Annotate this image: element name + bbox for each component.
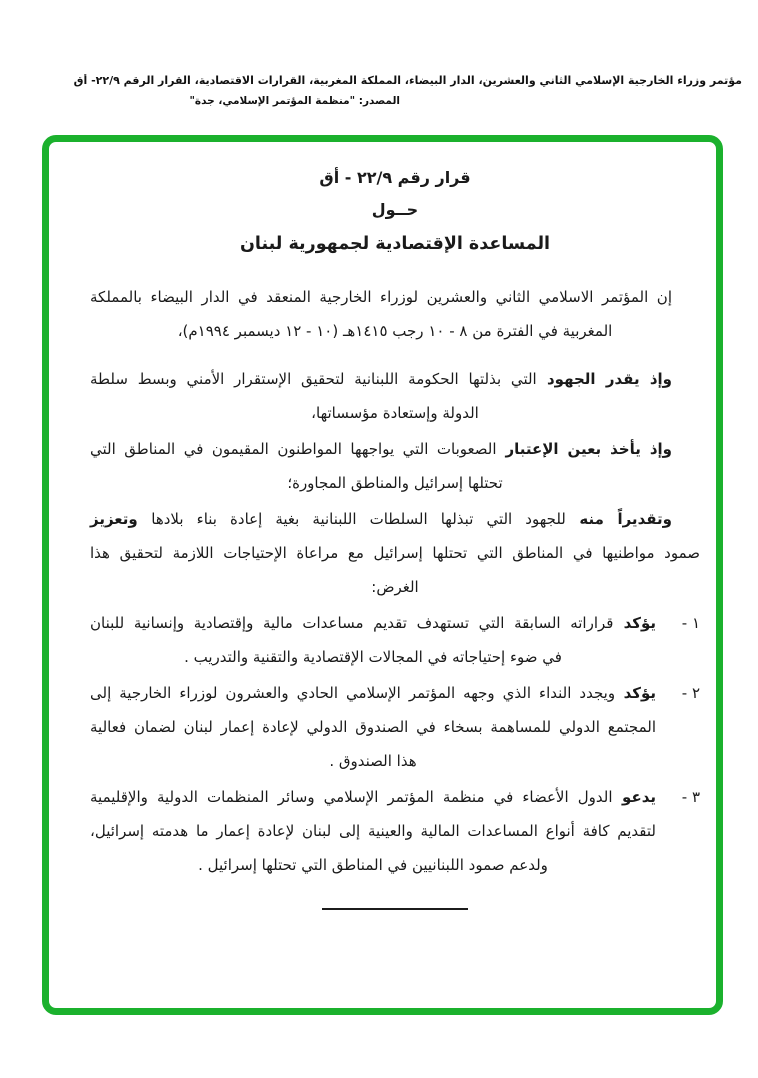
line-text: إن المؤتمر الاسلامي الثاني والعشرين لوزراء الخارجية المنعقد في الدار البيضاء بالمملكة xyxy=(90,288,672,306)
title-about-word: حــول xyxy=(371,200,419,219)
clause-paragraph xyxy=(90,362,700,430)
lead-phrase: يدعو xyxy=(612,788,656,806)
text-line xyxy=(90,710,656,744)
resolution-number-title: قرار رقم ٢٢/٩ - أق xyxy=(319,168,471,187)
clause-paragraph xyxy=(90,432,700,500)
text-line xyxy=(90,396,700,430)
text-line xyxy=(90,466,700,500)
text-line xyxy=(90,744,656,778)
emphasis-word: وتعزيز xyxy=(90,510,152,528)
citation-line: مؤتمر وزراء الخارجية الإسلامي الثاني والعشرين، الدار البيضاء، المملكة المغربية، القرارات الاقتصادية، القرار الرقم ٢٢/٩- أق xyxy=(73,74,742,87)
lead-phrase: يؤكد xyxy=(615,684,657,702)
line-text: التي بذلتها الحكومة اللبنانية لتحقيق الإستقرار الأمني وبسط سلطة xyxy=(90,370,537,388)
clause-text xyxy=(90,676,656,778)
text-line xyxy=(90,780,656,814)
text-line xyxy=(90,640,656,674)
text-line xyxy=(90,606,656,640)
numbered-clause-2 xyxy=(90,676,700,778)
lead-phrase: وتقديراً منه xyxy=(565,510,672,528)
title-subject: المساعدة الإقتصادية لجمهورية لبنان xyxy=(239,234,551,254)
document-body xyxy=(90,280,700,910)
line-text: الدولة وإستعادة مؤسساتها، xyxy=(311,404,479,422)
clause-paragraph xyxy=(90,502,700,604)
text-line xyxy=(90,848,656,882)
source-line: المصدر: "منظمة المؤتمر الإسلامي، جدة" xyxy=(189,95,400,107)
line-text: الصعوبات التي يواجهها المواطنون المقيمون في المناطق التي xyxy=(90,440,497,458)
line-text: للجهود التي تبذلها السلطات اللبنانية بغية إعادة بناء بلادها xyxy=(151,510,566,528)
line-text: ولدعم صمود اللبنانيين في المناطق التي تحتلها إسرائيل . xyxy=(198,856,548,874)
line-text: هذا الصندوق . xyxy=(329,752,417,770)
text-line xyxy=(90,570,700,604)
footer-rule xyxy=(322,908,468,910)
text-line xyxy=(90,362,700,396)
text-line xyxy=(90,432,700,466)
text-line xyxy=(90,814,656,848)
document-frame xyxy=(42,135,723,1015)
lead-phrase: يؤكد xyxy=(613,614,656,632)
text-line xyxy=(90,314,700,348)
clause-text xyxy=(90,780,656,882)
text-line xyxy=(90,280,700,314)
title-block xyxy=(90,162,700,256)
clause-number: ٢ - xyxy=(681,684,700,702)
clause-number: ١ - xyxy=(681,614,700,632)
line-text: المغربية في الفترة من ٨ - ١٠ رجب ١٤١٥هـ (١٠ - ١٢ ديسمبر ١٩٩٤م)، xyxy=(177,322,613,340)
citation-header xyxy=(0,0,758,107)
line-text: ويجدد النداء الذي وجهه المؤتمر الإسلامي الحادي والعشرون لوزراء الخارجية إلى xyxy=(90,684,616,702)
text-line xyxy=(90,502,700,536)
lead-phrase: وإذ يأخذ بعين الإعتبار xyxy=(496,440,672,458)
line-text: المجتمع الدولي للمساهمة بسخاء في الصندوق الدولي لإعادة إعمار لبنان لضمان فعالية xyxy=(90,718,656,736)
lead-phrase: وإذ يقدر الجهود xyxy=(536,370,673,388)
line-text: لتقديم كافة أنواع المساعدات المالية والعينية إلى لبنان لإعادة إعمار ما هدمته إسرائيل، xyxy=(90,822,656,840)
numbered-clause-1 xyxy=(90,606,700,674)
line-text: قراراته السابقة التي تستهدف تقديم مساعدات مالية وإقتصادية وإنسانية للبنان xyxy=(90,614,614,632)
clause-text xyxy=(90,606,656,674)
line-text: في ضوء إحتياجاته في المجالات الإقتصادية والتقنية والتدريب . xyxy=(184,648,562,666)
preamble-paragraph xyxy=(90,280,700,348)
line-text: تحتلها إسرائيل والمناطق المجاورة؛ xyxy=(287,474,503,492)
text-line xyxy=(90,536,700,570)
line-text: الغرض: xyxy=(371,578,419,596)
numbered-clause-3 xyxy=(90,780,700,882)
line-text: صمود مواطنيها في المناطق التي تحتلها إسرائيل مع مراعاة الإحتياجات اللازمة لتحقيق هذا xyxy=(90,544,700,562)
line-text: الدول الأعضاء في منظمة المؤتمر الإسلامي وسائر المنظمات الدولية والإقليمية xyxy=(90,788,613,806)
clause-number: ٣ - xyxy=(681,788,700,806)
text-line xyxy=(90,676,656,710)
